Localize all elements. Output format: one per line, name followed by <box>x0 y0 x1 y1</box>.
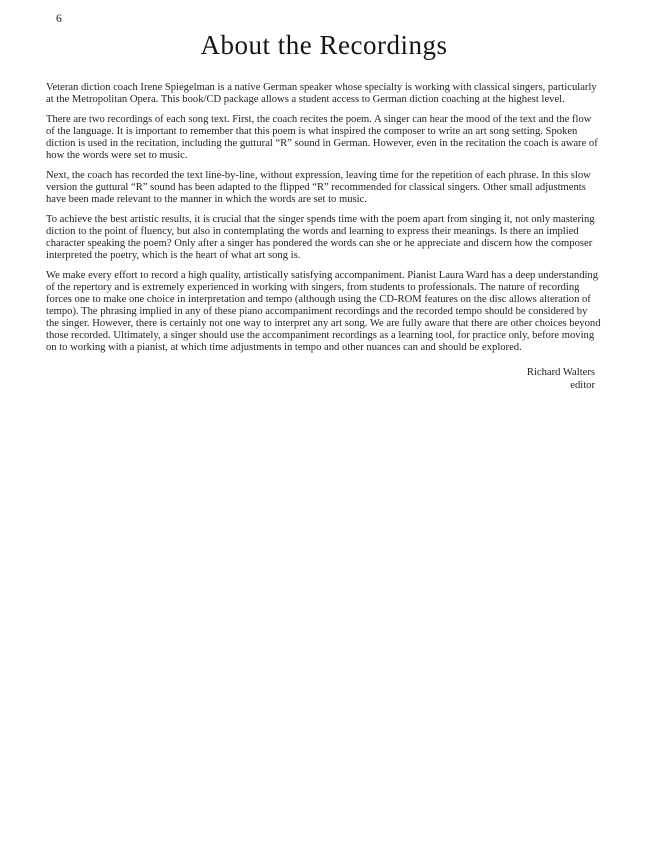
signature-name: Richard Walters <box>526 367 595 378</box>
page-number: 6 <box>56 13 62 25</box>
paragraph-line-by-line: Next, the coach has recorded the text line-by-line, without expression, leaving time for the repetition of each phrase. In this slow version the guttural “R” sound has been adapted to the flipped “R” recommended for classical singers. Other small adjustments have been made relevant to the manner in which the words are set to music. <box>46 170 591 205</box>
body-text <box>46 82 602 392</box>
page-title: About the Recordings <box>200 30 448 60</box>
paragraph-accompaniment: We make every effort to record a high quality, artistically satisfying accompaniment. Pianist Laura Ward has a deep understanding of the repertory and is extremely experienced in working with singers, from students to professionals. The nature of recording forces one to make one choice in interpretation and tempo (although using the CD-ROM features on the disc allows alteration of tempo). The phrasing implied in any of these piano accompaniment recordings and the recorded tempo should be considered by the singer. However, there is certainly not one way to interpret any art song. We are fully aware that there are other choices beyond those recorded. Ultimately, a singer should use the accompaniment recordings as a learning tool, for practice only, before moving on to working with a pianist, at which time adjustments in tempo and other nuances can and should be explored. <box>46 270 601 353</box>
paragraph-artistic-results: To achieve the best artistic results, it is crucial that the singer spends time with the poem apart from singing it, not only mastering diction to the point of fluency, but also in contemplating the words and learning to express their meanings. Is there an implied character speaking the poem? Only after a singer has pondered the words can she or he appreciate and discern how the composer interpreted the poetry, which is the heart of what art song is. <box>46 214 595 261</box>
paragraph-intro: Veteran diction coach Irene Spiegelman is a native German speaker whose specialty is working with classical singers, particularly at the Metropolitan Opera. This book/CD package allows a student access to German diction coaching at the highest level. <box>46 82 597 105</box>
signature-role: editor <box>570 379 595 391</box>
paragraph-two-recordings: There are two recordings of each song text. First, the coach recites the poem. A singer can hear the mood of the text and the flow of the language. It is important to remember that this poem is what inspired the composer to write an art song setting. Spoken diction is used in the recitation, including the guttural “R” sound in German. However, even in the recitation the coach is aware of how the words were set to music. <box>46 114 598 161</box>
signature-block <box>46 367 602 392</box>
